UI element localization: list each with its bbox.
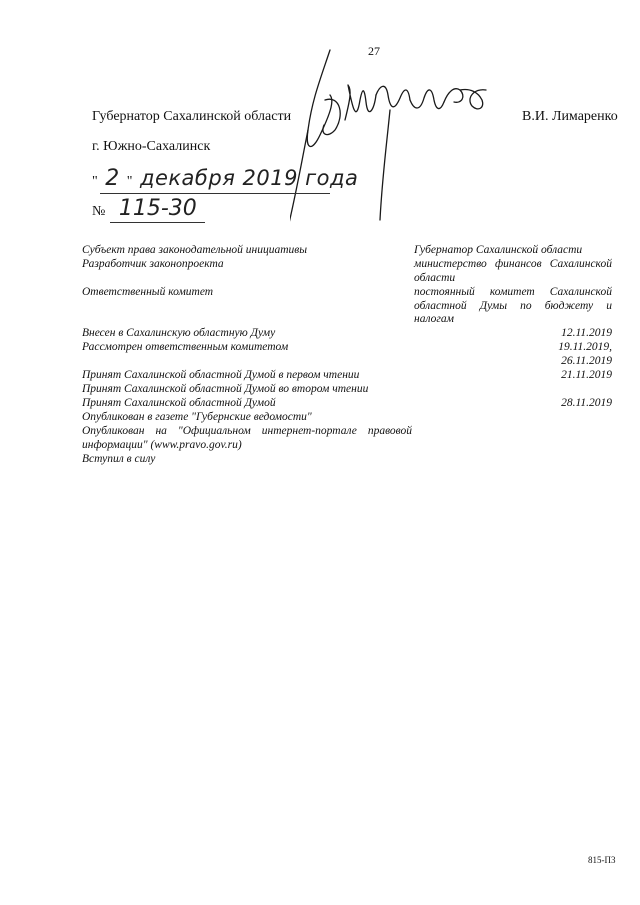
developer-label: Разработчик законопроекта [82, 258, 224, 270]
subject-value: Губернатор Сахалинской области [414, 244, 583, 256]
submitted-date: 12.11.2019 [561, 327, 612, 339]
submitted-label: Внесен в Сахалинскую областную Думу [82, 327, 276, 339]
governor-name: В.И. Лимаренко [522, 109, 618, 124]
number-underline [110, 222, 205, 223]
first-reading-date: 21.11.2019 [561, 369, 612, 381]
in-force-label: Вступил в силу [82, 453, 156, 465]
footer-code: 815-П3 [588, 855, 616, 865]
published-gazette-label: Опубликован в газете "Губернские ведомости" [82, 411, 312, 423]
number-line [92, 196, 197, 221]
reviewed-date-2: 26.11.2019 [561, 355, 612, 367]
subject-label: Субъект права законодательной инициативы [82, 244, 308, 256]
committee-label: Ответственный комитет [82, 286, 214, 298]
date-day: 2 [105, 166, 120, 191]
reviewed-label: Рассмотрен ответственным комитетом [82, 341, 289, 353]
doc-number: 115-30 [118, 196, 197, 221]
page-number: 27 [368, 44, 380, 58]
first-reading-label: Принят Сахалинской областной Думой в первом чтении [82, 369, 360, 381]
reviewed-date-1: 19.11.2019, [558, 341, 612, 353]
date-line [92, 166, 358, 191]
committee-value: постоянный комитет Сахалинской областной Думы по бюджету и налогам [414, 286, 612, 325]
date-quote-close: " [126, 174, 133, 189]
second-reading-label: Принят Сахалинской областной Думой во втором чтении [82, 383, 369, 395]
published-portal-label: Опубликован на "Официальном интернет-портале правовой информации" (www.pravo.gov.ru) [82, 425, 412, 451]
date-underline [100, 193, 330, 194]
governor-title: Губернатор Сахалинской области [92, 109, 292, 124]
developer-value: министерство финансов Сахалинской области [414, 258, 612, 284]
adopted-date: 28.11.2019 [561, 397, 612, 409]
number-sign: № [92, 204, 106, 219]
governor-signature [290, 40, 510, 250]
city-line: г. Южно-Сахалинск [92, 139, 211, 154]
adopted-label: Принят Сахалинской областной Думой [82, 397, 276, 409]
date-month-year: декабря 2019 года [139, 166, 359, 190]
date-quote-open: " [92, 174, 98, 189]
